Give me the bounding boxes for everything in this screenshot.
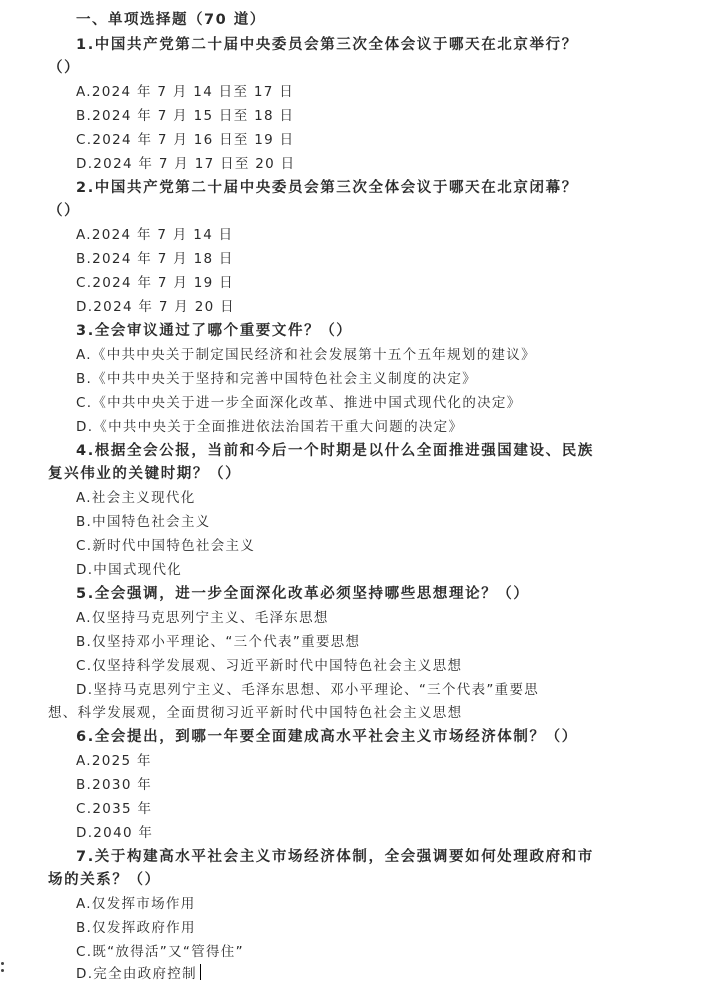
question-7-option-d: D.完全由政府控制 [76, 966, 197, 982]
question-6-text: 6.全会提出，到哪一年要全面建成高水平社会主义市场经济体制？（） [76, 729, 578, 745]
question-1-option-d: D.2024 年 7 月 17 日至 20 日 [76, 156, 296, 172]
question-2-answer-blank: （） [48, 203, 81, 219]
question-3-option-d: D.《中共中央关于全面推进依法治国若干重大问题的决定》 [76, 419, 464, 435]
question-5-text: 5.全会强调，进一步全面深化改革必须坚持哪些思想理论？（） [76, 586, 530, 602]
question-5-option-d: D.坚持马克思列宁主义、毛泽东思想、邓小平理论、“三个代表”重要思 [76, 682, 540, 698]
question-2-option-d: D.2024 年 7 月 20 日 [76, 299, 235, 315]
question-4-text-continued: 复兴伟业的关键时期？（） [48, 466, 242, 482]
question-7-option-a: A.仅发挥市场作用 [76, 896, 196, 912]
question-1-answer-blank: （） [48, 60, 81, 76]
question-2-option-a: A.2024 年 7 月 14 日 [76, 227, 234, 243]
question-7-option-b: B.仅发挥政府作用 [76, 920, 196, 936]
question-3-option-b: B.《中共中央关于坚持和完善中国特色社会主义制度的决定》 [76, 371, 477, 387]
question-4-option-b: B.中国特色社会主义 [76, 514, 211, 530]
question-3-option-c: C.《中共中央关于进一步全面深化改革、推进中国式现代化的决定》 [76, 395, 522, 411]
question-7-text-continued: 场的关系？（） [48, 872, 161, 888]
section-heading: 一、单项选择题（70 道） [76, 12, 266, 28]
question-4-option-d: D.中国式现代化 [76, 562, 183, 578]
edge-marker-dot [1, 962, 4, 965]
question-5-option-b: B.仅坚持邓小平理论、“三个代表”重要思想 [76, 634, 361, 650]
question-6-option-b: B.2030 年 [76, 777, 153, 793]
edge-marker-dot [1, 969, 4, 972]
question-3-text: 3.全会审议通过了哪个重要文件？（） [76, 323, 353, 339]
question-1-option-b: B.2024 年 7 月 15 日至 18 日 [76, 108, 295, 124]
question-4-text: 4.根据全会公报，当前和今后一个时期是以什么全面推进强国建设、民族 [76, 443, 594, 459]
question-6-option-a: A.2025 年 [76, 753, 152, 769]
text-cursor [200, 964, 202, 980]
question-1-option-c: C.2024 年 7 月 16 日至 19 日 [76, 132, 295, 148]
question-2-text: 2.中国共产党第二十届中央委员会第三次全体会议于哪天在北京闭幕？ [76, 180, 578, 196]
question-5-option-d-continued: 想、科学发展观，全面贯彻习近平新时代中国特色社会主义思想 [48, 705, 463, 721]
question-2-option-c: C.2024 年 7 月 19 日 [76, 275, 234, 291]
question-4-option-a: A.社会主义现代化 [76, 490, 196, 506]
question-5-option-a: A.仅坚持马克思列宁主义、毛泽东思想 [76, 610, 329, 626]
question-1-text: 1.中国共产党第二十届中央委员会第三次全体会议于哪天在北京举行？ [76, 37, 578, 53]
question-7-option-d-line [76, 964, 201, 984]
question-6-option-d: D.2040 年 [76, 825, 154, 841]
question-6-option-c: C.2035 年 [76, 801, 153, 817]
question-2-option-b: B.2024 年 7 月 18 日 [76, 251, 234, 267]
question-1-option-a: A.2024 年 7 月 14 日至 17 日 [76, 84, 295, 100]
question-3-option-a: A.《中共中央关于制定国民经济和社会发展第十五个五年规划的建议》 [76, 347, 536, 363]
question-5-option-c: C.仅坚持科学发展观、习近平新时代中国特色社会主义思想 [76, 658, 463, 674]
question-4-option-c: C.新时代中国特色社会主义 [76, 538, 256, 554]
question-7-text: 7.关于构建高水平社会主义市场经济体制，全会强调要如何处理政府和市 [76, 849, 594, 865]
question-7-option-c: C.既“放得活”又“管得住” [76, 944, 244, 960]
